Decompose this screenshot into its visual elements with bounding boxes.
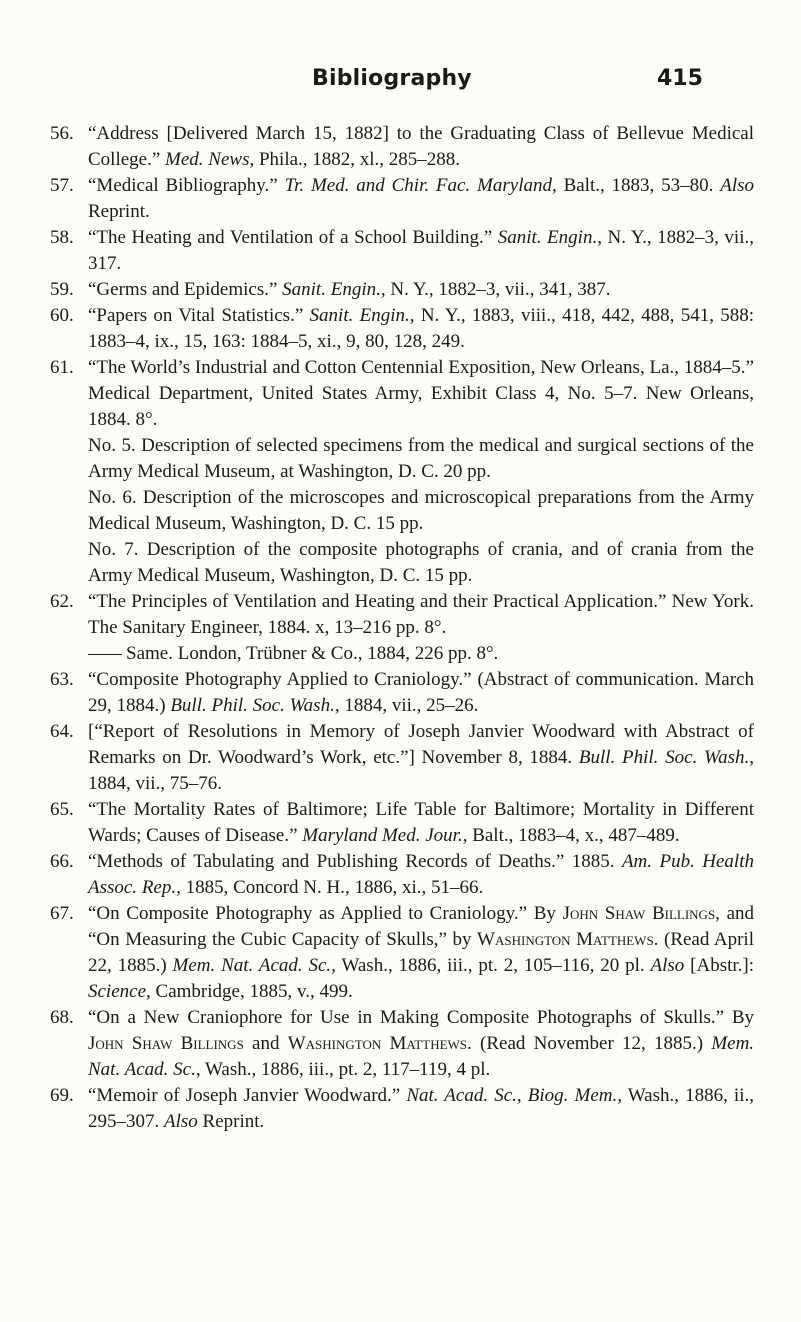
entry-text: “Papers on Vital Statistics.” (88, 305, 304, 326)
entry-61-sublist (50, 433, 754, 589)
entry-text: Reprint. (202, 1111, 265, 1132)
entry-text: Science, (88, 981, 151, 1002)
entry-text: Phila., 1882, xl., 285–288. (258, 149, 461, 170)
entry-57 (50, 173, 754, 225)
entry-text: N. Y., 1882–3, vii., 341, 387. (390, 279, 611, 300)
entry-text: “Methods of Tabulating and Publishing Records of Deaths.” 1885. (88, 851, 615, 872)
entry-text: John Shaw Billings (88, 1033, 244, 1054)
entry-text: Sanit. Engin., (497, 227, 602, 248)
sub-item-7: No. 7. Description of the composite photographs of crania, and of crania from the Army Medical Museum, Washington, D. C. 15 pp. (88, 539, 754, 586)
entry-69 (50, 1083, 754, 1135)
entry-text: Also (164, 1111, 198, 1132)
ditto-rule (88, 654, 122, 655)
entry-67 (50, 901, 754, 1005)
entry-text: John Shaw Billings, (562, 903, 720, 924)
entry-text: “Memoir of Joseph Janvier Woodward.” (88, 1085, 401, 1106)
entry-text: “Germs and Epidemics.” (88, 279, 278, 300)
entry-text: Balt., 1883, 53–80. (563, 175, 714, 196)
entry-text: 1885, Concord N. H., 1886, xi., 51–66. (185, 877, 484, 898)
entry-text: Mem. Nat. Acad. Sc., (88, 1033, 755, 1080)
entry-text: Reprint. (88, 201, 150, 222)
entry-text: “Address [Delivered March 15, 1882] to the Graduating Class of Bellevue Medical College.” (88, 123, 754, 170)
entry-text: 61. (50, 357, 74, 378)
entry-text: N. Y., 1882–3, vii., 317. (88, 227, 754, 274)
entry-text: Nat. Acad. Sc., Biog. Mem., (406, 1085, 622, 1106)
entry-61 (50, 355, 754, 433)
entry-text: (Read November 12, 1885.) (480, 1033, 704, 1054)
entry-text: “The Mortality Rates of Baltimore; Life Table for Baltimore; Mortality in Different Wards; Causes of Disease.” (88, 799, 754, 846)
entry-text: 56. (50, 123, 74, 144)
entry-text: Wash., 1886, iii., pt. 2, 117–119, 4 pl. (205, 1059, 491, 1080)
entry-text: Sanit. Engin., (282, 279, 386, 300)
entry-text: Wash., 1886, iii., pt. 2, 105–116, 20 pl. (341, 955, 645, 976)
entry-text: [“Report of Resolutions in Memory of Joseph Janvier Woodward with Abstract of Remarks on Dr. Woodward’s Work, etc.”] November 8, 1884. (88, 721, 754, 768)
entry-66 (50, 849, 754, 901)
entry-text: 60. (50, 305, 74, 326)
entry-text: and (252, 1033, 280, 1054)
entry-text: Bull. Phil. Soc. Wash., (170, 695, 340, 716)
entry-text: 68. (50, 1007, 74, 1028)
entry-text: “The Heating and Ventilation of a School Building.” (88, 227, 493, 248)
entry-text: 64. (50, 721, 74, 742)
entry-58 (50, 225, 754, 277)
sub-item-6: No. 6. Description of the microscopes and microscopical preparations from the Army Medical Museum, Washington, D. C. 15 pp. (88, 487, 754, 534)
entry-text: Wash., 1886, ii., 295–307. (88, 1085, 754, 1132)
entry-text: 59. (50, 279, 74, 300)
entry-text: 66. (50, 851, 74, 872)
entry-text: “Medical Bibliography.” (88, 175, 278, 196)
entry-63 (50, 667, 754, 719)
entry-text: Maryland Med. Jour., (302, 825, 468, 846)
entry-56 (50, 121, 754, 173)
entry-text: Washington Matthews. (287, 1033, 472, 1054)
entry-text: [Abstr.]: (690, 955, 754, 976)
entry-text: 65. (50, 799, 74, 820)
entry-64 (50, 719, 754, 797)
entry-65 (50, 797, 754, 849)
entry-62 (50, 589, 754, 641)
entry-text: Sanit. Engin., (309, 305, 415, 326)
entry-text: “Composite Photography Applied to Craniology.” (Abstract of communication. March 29, 1884.) (88, 669, 754, 716)
entry-text: 69. (50, 1085, 74, 1106)
entry-59 (50, 277, 754, 303)
entry-text: Mem. Nat. Acad. Sc., (172, 955, 336, 976)
entry-text: Same. London, Trübner & Co., 1884, 226 pp. 8°. (126, 643, 499, 664)
entry-text: N. Y., 1883, viii., 418, 442, 488, 541, 588: 1883–4, ix., 15, 163: 1884–5, xi., 9, 80, 128, 249. (88, 305, 755, 352)
entry-text: 1884, vii., 75–76. (88, 773, 223, 794)
entry-60 (50, 303, 754, 355)
entry-text: (Read April 22, 1885.) (88, 929, 754, 976)
entry-text: “On Composite Photography as Applied to Craniology.” By (88, 903, 556, 924)
sub-item-5: No. 5. Description of selected specimens from the medical and surgical sections of the Army Medical Museum, at Washington, D. C. 20 pp. (88, 435, 754, 482)
entry-text: Cambridge, 1885, v., 499. (155, 981, 353, 1002)
entry-text: 1884, vii., 25–26. (344, 695, 479, 716)
entry-text: “The World’s Industrial and Cotton Centennial Exposition, New Orleans, La., 1884–5.” Medical Department, United States Army, Exhibit Class 4, No. 5–7. New Orleans, 1884. 8°. (88, 357, 754, 430)
entry-text: Bull. Phil. Soc. Wash., (578, 747, 754, 768)
entry-text: Med. News, (165, 149, 255, 170)
entry-text: 62. (50, 591, 74, 612)
bibliography-list (50, 121, 754, 1135)
entry-text: Tr. Med. and Chir. Fac. Maryland, (284, 175, 557, 196)
entry-text: Washington Matthews. (477, 929, 659, 950)
entry-68 (50, 1005, 754, 1083)
entry-text: “On a New Craniophore for Use in Making Composite Photographs of Skulls.” By (88, 1007, 754, 1028)
entry-text: 63. (50, 669, 74, 690)
entry-text: 67. (50, 903, 74, 924)
entry-62-same (50, 641, 754, 667)
entry-text: “The Principles of Ventilation and Heating and their Practical Application.” New York. The Sanitary Engineer, 1884. x, 13–216 pp. 8°. (88, 591, 754, 638)
entry-text: Also (720, 175, 754, 196)
entry-text: 57. (50, 175, 74, 196)
entry-text: Am. Pub. Health Assoc. Rep., (88, 851, 754, 898)
running-title: Bibliography (312, 66, 472, 91)
entry-text: Balt., 1883–4, x., 487–489. (472, 825, 680, 846)
entry-text: Also (650, 955, 685, 976)
page-number: 415 (657, 66, 703, 91)
entry-text: and “On Measuring the Cubic Capacity of Skulls,” by (88, 903, 755, 950)
entry-text: 58. (50, 227, 74, 248)
page-header (0, 66, 801, 106)
